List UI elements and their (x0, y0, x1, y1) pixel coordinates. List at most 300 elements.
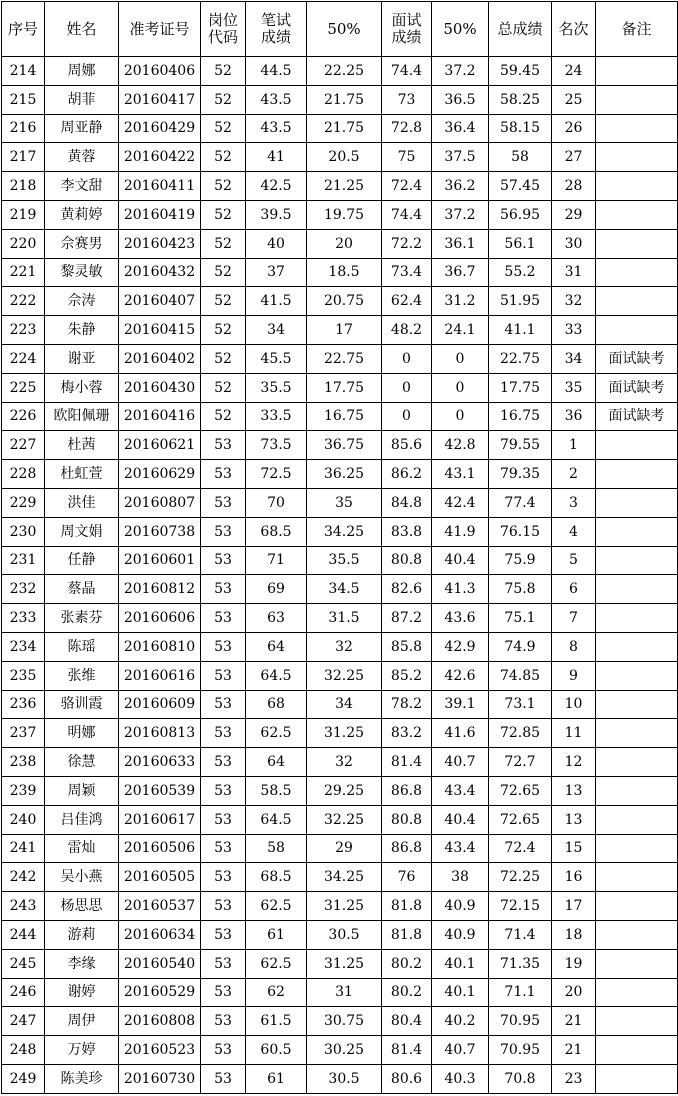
cell-written-score: 34 (246, 316, 307, 345)
cell-seq: 248 (2, 1036, 45, 1065)
cell-interview-half: 43.4 (432, 834, 489, 863)
cell-total: 17.75 (489, 373, 552, 402)
cell-written-half: 30.5 (307, 1064, 382, 1093)
cell-interview-half: 40.1 (432, 978, 489, 1007)
cell-seq: 222 (2, 287, 45, 316)
cell-seq: 225 (2, 373, 45, 402)
cell-exam-id: 20160609 (119, 690, 201, 719)
header-interview-line1: 面试 (391, 11, 422, 29)
cell-interview-score: 85.2 (382, 661, 432, 690)
table-row (2, 258, 678, 287)
cell-written-half: 36.25 (307, 460, 382, 489)
cell-name: 黎灵敏 (45, 258, 119, 287)
cell-seq: 233 (2, 604, 45, 633)
cell-written-score: 73.5 (246, 431, 307, 460)
header-exam-id: 准考证号 (119, 2, 201, 57)
cell-interview-score: 80.2 (382, 949, 432, 978)
cell-name: 张维 (45, 661, 119, 690)
cell-total: 75.1 (489, 604, 552, 633)
header-name: 姓名 (45, 2, 119, 57)
table-row (2, 373, 678, 402)
cell-written-score: 41 (246, 143, 307, 172)
cell-post-code: 52 (201, 373, 246, 402)
cell-total: 72.65 (489, 776, 552, 805)
cell-post-code: 53 (201, 892, 246, 921)
table-row (2, 57, 678, 86)
cell-interview-half: 40.2 (432, 1007, 489, 1036)
cell-post-code: 52 (201, 229, 246, 258)
cell-interview-score: 72.8 (382, 114, 432, 143)
cell-exam-id: 20160429 (119, 114, 201, 143)
cell-post-code: 53 (201, 517, 246, 546)
cell-post-code: 53 (201, 719, 246, 748)
cell-interview-score: 81.8 (382, 892, 432, 921)
cell-note (596, 114, 678, 143)
table-row (2, 316, 678, 345)
cell-interview-half: 40.9 (432, 920, 489, 949)
table-row (2, 661, 678, 690)
cell-written-half: 20 (307, 229, 382, 258)
header-interview-pct: 50% (432, 2, 489, 57)
cell-exam-id: 20160633 (119, 748, 201, 777)
cell-interview-half: 0 (432, 344, 489, 373)
cell-seq: 220 (2, 229, 45, 258)
cell-rank: 4 (552, 517, 596, 546)
cell-exam-id: 20160601 (119, 546, 201, 575)
cell-interview-half: 41.3 (432, 575, 489, 604)
cell-total: 72.85 (489, 719, 552, 748)
cell-post-code: 53 (201, 776, 246, 805)
cell-exam-id: 20160406 (119, 57, 201, 86)
cell-total: 58 (489, 143, 552, 172)
cell-seq: 238 (2, 748, 45, 777)
table-row (2, 1064, 678, 1093)
cell-name: 陈美珍 (45, 1064, 119, 1093)
cell-interview-half: 24.1 (432, 316, 489, 345)
cell-total: 70.95 (489, 1036, 552, 1065)
cell-written-score: 40 (246, 229, 307, 258)
cell-note (596, 258, 678, 287)
cell-note: 面试缺考 (596, 344, 678, 373)
cell-total: 41.1 (489, 316, 552, 345)
cell-exam-id: 20160634 (119, 920, 201, 949)
cell-name: 洪佳 (45, 488, 119, 517)
cell-seq: 232 (2, 575, 45, 604)
cell-seq: 231 (2, 546, 45, 575)
cell-rank: 23 (552, 1064, 596, 1093)
header-total: 总成绩 (489, 2, 552, 57)
cell-total: 55.2 (489, 258, 552, 287)
cell-written-half: 32.25 (307, 805, 382, 834)
cell-written-score: 69 (246, 575, 307, 604)
cell-total: 79.55 (489, 431, 552, 460)
cell-written-score: 64.5 (246, 805, 307, 834)
cell-rank: 32 (552, 287, 596, 316)
header-post-code (201, 2, 246, 57)
table-row (2, 344, 678, 373)
cell-seq: 234 (2, 632, 45, 661)
cell-note (596, 719, 678, 748)
cell-post-code: 53 (201, 1036, 246, 1065)
cell-written-half: 32.25 (307, 661, 382, 690)
cell-written-score: 62 (246, 978, 307, 1007)
header-written-pct: 50% (307, 2, 382, 57)
cell-name: 欧阳佩珊 (45, 402, 119, 431)
cell-total: 74.85 (489, 661, 552, 690)
cell-interview-half: 43.6 (432, 604, 489, 633)
cell-interview-score: 72.2 (382, 229, 432, 258)
cell-name: 徐慧 (45, 748, 119, 777)
cell-note (596, 200, 678, 229)
cell-interview-half: 43.1 (432, 460, 489, 489)
cell-note (596, 172, 678, 201)
cell-written-half: 19.75 (307, 200, 382, 229)
cell-seq: 243 (2, 892, 45, 921)
header-row (2, 2, 678, 57)
cell-name: 吴小燕 (45, 863, 119, 892)
cell-post-code: 52 (201, 85, 246, 114)
cell-exam-id: 20160417 (119, 85, 201, 114)
cell-interview-half: 36.4 (432, 114, 489, 143)
cell-name: 杨思思 (45, 892, 119, 921)
table-row (2, 1007, 678, 1036)
cell-total: 72.25 (489, 863, 552, 892)
cell-exam-id: 20160810 (119, 632, 201, 661)
cell-rank: 2 (552, 460, 596, 489)
cell-total: 76.15 (489, 517, 552, 546)
cell-written-score: 42.5 (246, 172, 307, 201)
cell-interview-score: 80.6 (382, 1064, 432, 1093)
cell-seq: 223 (2, 316, 45, 345)
cell-interview-half: 40.7 (432, 748, 489, 777)
cell-interview-half: 0 (432, 373, 489, 402)
cell-written-half: 31.5 (307, 604, 382, 633)
cell-exam-id: 20160606 (119, 604, 201, 633)
cell-exam-id: 20160539 (119, 776, 201, 805)
cell-interview-half: 40.3 (432, 1064, 489, 1093)
cell-note (596, 488, 678, 517)
cell-interview-half: 43.4 (432, 776, 489, 805)
cell-seq: 227 (2, 431, 45, 460)
cell-total: 79.35 (489, 460, 552, 489)
cell-rank: 36 (552, 402, 596, 431)
cell-note (596, 517, 678, 546)
header-written-line2: 成绩 (260, 28, 291, 46)
cell-interview-score: 83.2 (382, 719, 432, 748)
cell-post-code: 52 (201, 316, 246, 345)
cell-written-half: 35 (307, 488, 382, 517)
cell-exam-id: 20160617 (119, 805, 201, 834)
cell-rank: 12 (552, 748, 596, 777)
cell-written-half: 30.25 (307, 1036, 382, 1065)
cell-seq: 217 (2, 143, 45, 172)
cell-written-half: 34.5 (307, 575, 382, 604)
cell-exam-id: 20160738 (119, 517, 201, 546)
cell-rank: 9 (552, 661, 596, 690)
table-row (2, 834, 678, 863)
cell-post-code: 53 (201, 431, 246, 460)
cell-note (596, 1007, 678, 1036)
cell-exam-id: 20160419 (119, 200, 201, 229)
cell-name: 任静 (45, 546, 119, 575)
cell-total: 72.4 (489, 834, 552, 863)
cell-note (596, 229, 678, 258)
cell-written-half: 34.25 (307, 517, 382, 546)
cell-note (596, 690, 678, 719)
cell-name: 周亚静 (45, 114, 119, 143)
cell-interview-half: 40.4 (432, 546, 489, 575)
cell-exam-id: 20160529 (119, 978, 201, 1007)
cell-total: 58.25 (489, 85, 552, 114)
cell-exam-id: 20160505 (119, 863, 201, 892)
cell-total: 77.4 (489, 488, 552, 517)
cell-interview-score: 81.4 (382, 1036, 432, 1065)
cell-written-half: 32 (307, 632, 382, 661)
cell-written-score: 68.5 (246, 863, 307, 892)
cell-post-code: 53 (201, 661, 246, 690)
cell-name: 谢亚 (45, 344, 119, 373)
cell-post-code: 52 (201, 402, 246, 431)
header-note: 备注 (596, 2, 678, 57)
cell-name: 谢婷 (45, 978, 119, 1007)
cell-exam-id: 20160812 (119, 575, 201, 604)
cell-written-score: 41.5 (246, 287, 307, 316)
cell-seq: 236 (2, 690, 45, 719)
header-interview-score (382, 2, 432, 57)
cell-written-half: 32 (307, 748, 382, 777)
cell-exam-id: 20160808 (119, 1007, 201, 1036)
cell-interview-half: 36.1 (432, 229, 489, 258)
cell-total: 56.1 (489, 229, 552, 258)
cell-written-half: 29 (307, 834, 382, 863)
cell-interview-half: 38 (432, 863, 489, 892)
cell-total: 75.8 (489, 575, 552, 604)
cell-note (596, 978, 678, 1007)
cell-interview-score: 62.4 (382, 287, 432, 316)
cell-note (596, 431, 678, 460)
cell-rank: 7 (552, 604, 596, 633)
cell-seq: 245 (2, 949, 45, 978)
cell-exam-id: 20160411 (119, 172, 201, 201)
cell-exam-id: 20160813 (119, 719, 201, 748)
cell-exam-id: 20160432 (119, 258, 201, 287)
cell-total: 71.1 (489, 978, 552, 1007)
cell-rank: 10 (552, 690, 596, 719)
cell-rank: 21 (552, 1007, 596, 1036)
cell-interview-score: 75 (382, 143, 432, 172)
cell-note (596, 863, 678, 892)
cell-seq: 229 (2, 488, 45, 517)
cell-exam-id: 20160537 (119, 892, 201, 921)
cell-interview-score: 83.8 (382, 517, 432, 546)
cell-written-score: 72.5 (246, 460, 307, 489)
cell-written-score: 44.5 (246, 57, 307, 86)
cell-interview-half: 40.4 (432, 805, 489, 834)
cell-written-half: 20.75 (307, 287, 382, 316)
cell-seq: 247 (2, 1007, 45, 1036)
cell-interview-score: 0 (382, 402, 432, 431)
cell-seq: 249 (2, 1064, 45, 1093)
cell-post-code: 53 (201, 949, 246, 978)
cell-name: 周娜 (45, 57, 119, 86)
cell-seq: 242 (2, 863, 45, 892)
cell-note (596, 546, 678, 575)
table-body (2, 57, 678, 1094)
cell-seq: 228 (2, 460, 45, 489)
cell-interview-score: 80.4 (382, 1007, 432, 1036)
cell-note (596, 661, 678, 690)
cell-seq: 246 (2, 978, 45, 1007)
table-row (2, 85, 678, 114)
table-row (2, 719, 678, 748)
cell-interview-half: 36.2 (432, 172, 489, 201)
cell-written-score: 61 (246, 920, 307, 949)
cell-post-code: 53 (201, 604, 246, 633)
cell-total: 72.7 (489, 748, 552, 777)
cell-seq: 224 (2, 344, 45, 373)
cell-note (596, 85, 678, 114)
cell-seq: 239 (2, 776, 45, 805)
cell-written-score: 62.5 (246, 892, 307, 921)
table-row (2, 402, 678, 431)
header-rank: 名次 (552, 2, 596, 57)
cell-post-code: 53 (201, 978, 246, 1007)
cell-note (596, 892, 678, 921)
cell-rank: 19 (552, 949, 596, 978)
cell-total: 72.15 (489, 892, 552, 921)
cell-interview-half: 37.2 (432, 57, 489, 86)
cell-seq: 216 (2, 114, 45, 143)
cell-written-half: 31.25 (307, 892, 382, 921)
cell-exam-id: 20160506 (119, 834, 201, 863)
cell-interview-score: 82.6 (382, 575, 432, 604)
cell-exam-id: 20160621 (119, 431, 201, 460)
cell-written-half: 31.25 (307, 949, 382, 978)
cell-post-code: 53 (201, 546, 246, 575)
header-seq: 序号 (2, 2, 45, 57)
cell-note (596, 805, 678, 834)
cell-written-score: 64 (246, 632, 307, 661)
cell-interview-score: 72.4 (382, 172, 432, 201)
table-row (2, 632, 678, 661)
cell-name: 朱静 (45, 316, 119, 345)
cell-interview-half: 40.1 (432, 949, 489, 978)
cell-total: 58.15 (489, 114, 552, 143)
cell-exam-id: 20160430 (119, 373, 201, 402)
cell-rank: 18 (552, 920, 596, 949)
cell-rank: 5 (552, 546, 596, 575)
cell-post-code: 52 (201, 344, 246, 373)
cell-post-code: 52 (201, 172, 246, 201)
cell-written-score: 61.5 (246, 1007, 307, 1036)
cell-interview-half: 36.7 (432, 258, 489, 287)
cell-rank: 33 (552, 316, 596, 345)
cell-written-score: 43.5 (246, 114, 307, 143)
cell-written-half: 30.75 (307, 1007, 382, 1036)
cell-exam-id: 20160415 (119, 316, 201, 345)
cell-rank: 34 (552, 344, 596, 373)
cell-exam-id: 20160730 (119, 1064, 201, 1093)
cell-interview-score: 74.4 (382, 200, 432, 229)
cell-name: 明娜 (45, 719, 119, 748)
cell-written-half: 29.25 (307, 776, 382, 805)
cell-total: 71.4 (489, 920, 552, 949)
cell-seq: 214 (2, 57, 45, 86)
cell-exam-id: 20160407 (119, 287, 201, 316)
cell-interview-score: 81.4 (382, 748, 432, 777)
cell-interview-score: 85.6 (382, 431, 432, 460)
cell-exam-id: 20160540 (119, 949, 201, 978)
table-row (2, 575, 678, 604)
cell-written-half: 17.75 (307, 373, 382, 402)
cell-written-half: 30.5 (307, 920, 382, 949)
cell-written-score: 37 (246, 258, 307, 287)
cell-seq: 215 (2, 85, 45, 114)
cell-total: 51.95 (489, 287, 552, 316)
cell-interview-half: 36.5 (432, 85, 489, 114)
cell-post-code: 53 (201, 1007, 246, 1036)
cell-interview-score: 73.4 (382, 258, 432, 287)
table-row (2, 488, 678, 517)
cell-exam-id: 20160523 (119, 1036, 201, 1065)
cell-seq: 219 (2, 200, 45, 229)
cell-written-half: 35.5 (307, 546, 382, 575)
cell-name: 佘赛男 (45, 229, 119, 258)
cell-post-code: 53 (201, 632, 246, 661)
cell-note (596, 776, 678, 805)
cell-name: 骆训霞 (45, 690, 119, 719)
cell-total: 74.9 (489, 632, 552, 661)
cell-interview-half: 41.9 (432, 517, 489, 546)
cell-note (596, 57, 678, 86)
cell-interview-score: 48.2 (382, 316, 432, 345)
cell-rank: 30 (552, 229, 596, 258)
cell-written-score: 58.5 (246, 776, 307, 805)
cell-written-score: 45.5 (246, 344, 307, 373)
cell-interview-half: 37.2 (432, 200, 489, 229)
cell-note (596, 949, 678, 978)
table-row (2, 863, 678, 892)
cell-name: 陈瑶 (45, 632, 119, 661)
cell-interview-half: 37.5 (432, 143, 489, 172)
cell-name: 张素芬 (45, 604, 119, 633)
cell-rank: 11 (552, 719, 596, 748)
cell-written-half: 20.5 (307, 143, 382, 172)
table-row (2, 604, 678, 633)
header-interview-line2: 成绩 (391, 28, 422, 46)
cell-note (596, 748, 678, 777)
table-row (2, 920, 678, 949)
cell-name: 黄蓉 (45, 143, 119, 172)
cell-name: 黄莉婷 (45, 200, 119, 229)
cell-rank: 8 (552, 632, 596, 661)
cell-written-score: 62.5 (246, 949, 307, 978)
cell-interview-score: 76 (382, 863, 432, 892)
cell-written-score: 64.5 (246, 661, 307, 690)
cell-exam-id: 20160423 (119, 229, 201, 258)
cell-interview-score: 84.8 (382, 488, 432, 517)
cell-rank: 31 (552, 258, 596, 287)
cell-rank: 28 (552, 172, 596, 201)
header-written-line1: 笔试 (260, 11, 291, 29)
cell-written-score: 62.5 (246, 719, 307, 748)
cell-written-score: 71 (246, 546, 307, 575)
cell-interview-half: 41.6 (432, 719, 489, 748)
cell-total: 75.9 (489, 546, 552, 575)
cell-post-code: 52 (201, 287, 246, 316)
cell-note (596, 316, 678, 345)
cell-note (596, 143, 678, 172)
